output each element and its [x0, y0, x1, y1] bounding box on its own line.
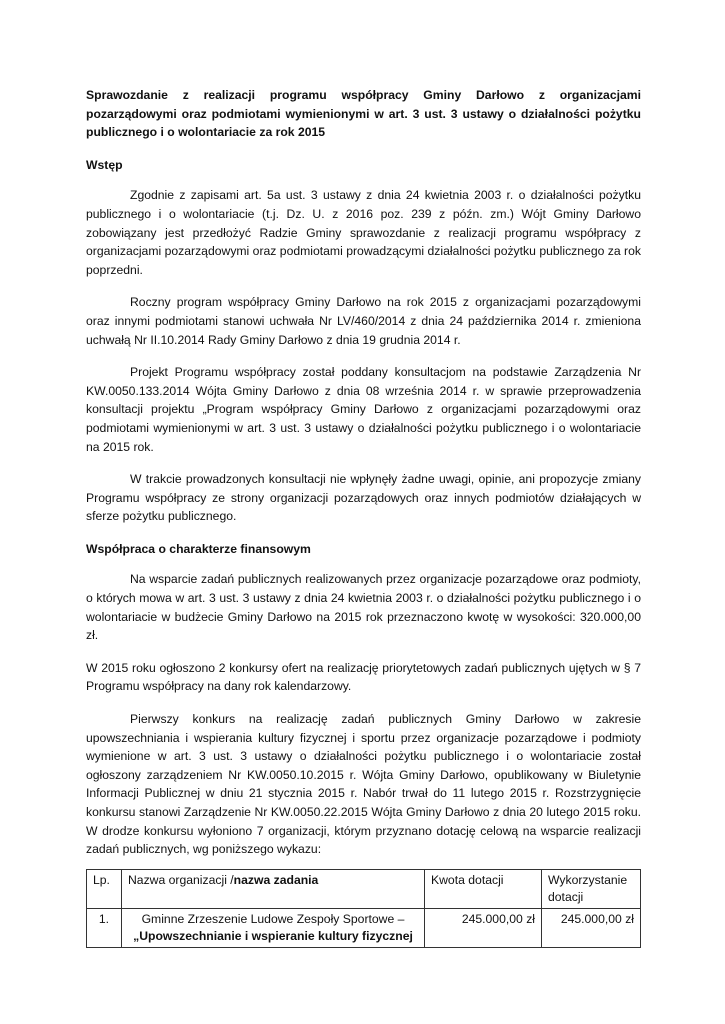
- table-row: [87, 908, 641, 947]
- cell-used: 245.000,00 zł: [542, 908, 641, 947]
- paragraph-7: Pierwszy konkurs na realizację zadań publicznych Gminy Darłowo w zakresie upowszechniania i wspierania kultury fizycznej i sportu przez organizacje pozarządowe i podmioty wymienione w art. 3 ust. 3 ustawy o działalności pożytku publicznego i o wolontariacie został ogłoszony zarządzeniem Nr KW.0050.10.2015 r. Wójta Gminy Darłowo, opublikowany w Biuletynie Informacji Publicznej w dniu 21 stycznia 2015 r. Nabór trwał do 11 lutego 2015 r. Rozstrzygnięcie konkursu stanowi Zarządzenie Nr KW.0050.22.2015 Wójta Gminy Darłowo z dnia 20 lutego 2015 roku. W drodze konkursu wyłoniono 7 organizacji, którym przyznano dotację celową na wsparcie realizacji zadań publicznych, wg poniższego wykazu:: [86, 712, 641, 857]
- section-heading-intro: Wstęp: [86, 157, 123, 172]
- cell-amount: 245.000,00 zł: [425, 908, 542, 947]
- cell-name: [122, 908, 425, 947]
- document-title: Sprawozdanie z realizacji programu współpracy Gminy Darłowo z organizacjami pozarządowymi oraz podmiotami wymienionymi w art. 3 ust. 3 ustawy o działalności pożytku publicznego i o wolontariacie za rok 2015: [86, 88, 641, 140]
- cell-task: „Upowszechnianie i wspieranie kultury fizycznej: [133, 928, 413, 943]
- header-name: [122, 869, 425, 908]
- section-heading-financial: Współpraca o charakterze finansowym: [86, 541, 311, 556]
- paragraph-4: W trakcie prowadzonych konsultacji nie wpłynęły żadne uwagi, opinie, ani propozycje zmiany Programu współpracy ze strony organizacji pozarządowych oraz innych podmiotów działających w sferze pożytku publicznego.: [86, 472, 641, 524]
- document-page: [86, 86, 641, 948]
- header-amount: Kwota dotacji: [425, 869, 542, 908]
- table-header-row: [87, 869, 641, 908]
- header-lp: Lp.: [87, 869, 122, 908]
- header-used: Wykorzystanie dotacji: [542, 869, 641, 908]
- cell-org: Gminne Zrzeszenie Ludowe Zespoły Sportowe –: [141, 911, 405, 926]
- paragraph-3: Projekt Programu współpracy został poddany konsultacjom na podstawie Zarządzenia Nr KW.0050.133.2014 Wójta Gminy Darłowo z dnia 08 września 2014 r. w sprawie przeprowadzenia konsultacji projektu „Program współpracy Gminy Darłowo z organizacjami pozarządowymi oraz podmiotami wymienionymi w art. 3 ust. 3 ustawy o działalności pożytku publicznego i o wolontariacie na 2015 rok.: [86, 365, 641, 454]
- header-name-bold: nazwa zadania: [233, 872, 319, 887]
- paragraph-5: Na wsparcie zadań publicznych realizowanych przez organizacje pozarządowe oraz podmioty, o których mowa w art. 3 ust. 3 ustawy z dnia 24 kwietnia 2003 r. o działalności pożytku publicznego i o wolontariacie w budżecie Gminy Darłowo na 2015 rok przeznaczono kwotę w wysokości: 320.000,00 zł.: [86, 572, 641, 643]
- cell-lp: 1.: [87, 908, 122, 947]
- paragraph-2: Roczny program współpracy Gminy Darłowo na rok 2015 z organizacjami pozarządowymi oraz innymi podmiotami stanowi uchwała Nr LV/460/2014 z dnia 24 października 2014 r. zmieniona uchwałą Nr II.10.2014 Rady Gminy Darłowo z dnia 19 grudnia 2014 r.: [86, 295, 641, 347]
- grants-table: [86, 869, 641, 948]
- paragraph-1: Zgodnie z zapisami art. 5a ust. 3 ustawy z dnia 24 kwietnia 2003 r. o działalności pożytku publicznego i o wolontariacie (t.j. Dz. U. z 2016 poz. 239 z późn. zm.) Wójt Gminy Darłowo zobowiązany jest przedłożyć Radzie Gminy sprawozdanie z realizacji programu współpracy z organizacjami pozarządowymi oraz podmiotami prowadzącymi działalności pożytku publicznego za rok poprzedni.: [86, 188, 641, 277]
- header-name-plain: Nazwa organizacji /: [128, 872, 234, 887]
- paragraph-6: W 2015 roku ogłoszono 2 konkursy ofert na realizację priorytetowych zadań publicznych ujętych w § 7 Programu współpracy na dany rok kalendarzowy.: [86, 660, 641, 694]
